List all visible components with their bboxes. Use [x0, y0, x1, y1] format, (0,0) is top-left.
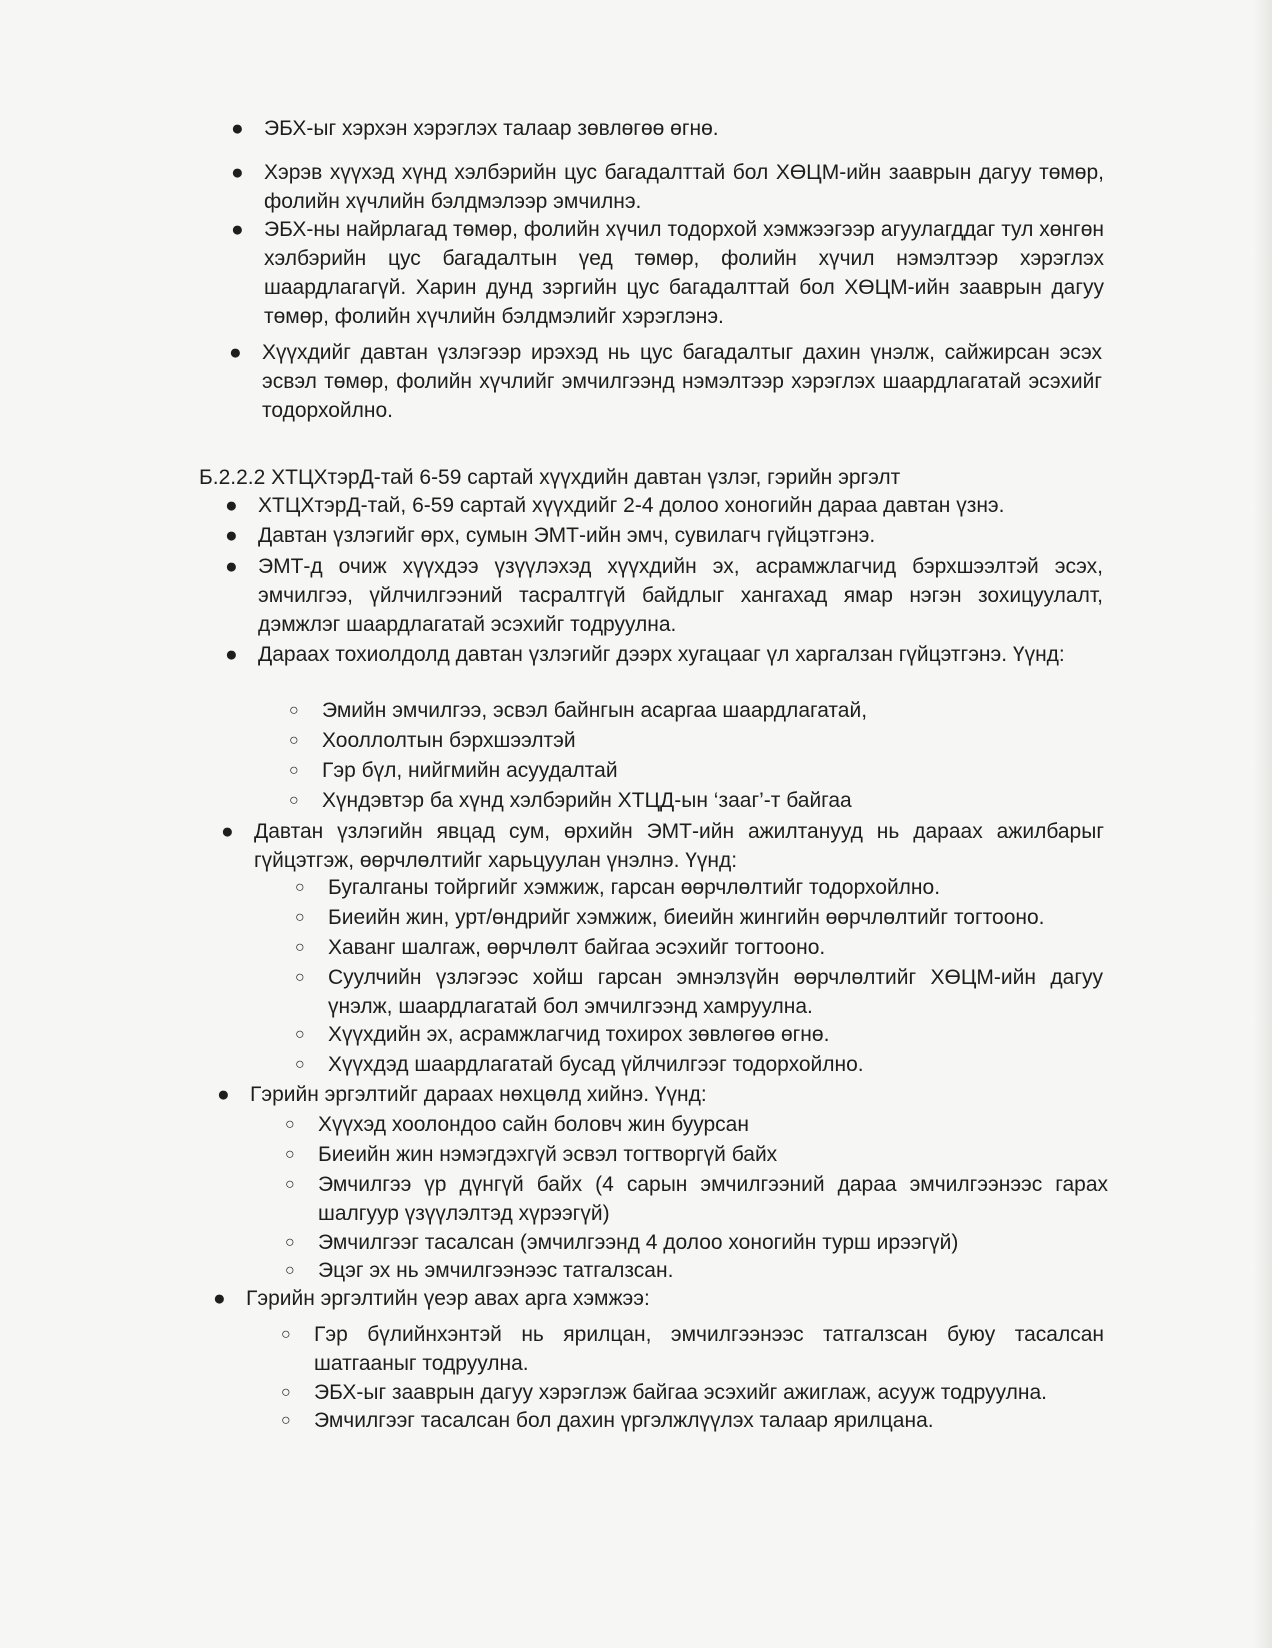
bullet-item — [225, 491, 1108, 520]
sub-item — [295, 1020, 1108, 1049]
sub-item — [289, 756, 1102, 785]
circle-marker: ○ — [289, 732, 299, 749]
bullet-marker: ● — [225, 494, 238, 517]
bullet-text: Гэрийн эргэлтийн үеэр авах арга хэмжээ: — [246, 1287, 650, 1310]
sub-item-text: Бугалганы тойргийг хэмжиж, гарсан өөрчлөлтийг тодорхойлно. — [328, 876, 941, 899]
circle-marker: ○ — [295, 909, 305, 926]
sub-item-text: Хүндэвтэр ба хүнд хэлбэрийн ХТЦД-ын ‘зааг’-т байгаа — [322, 789, 852, 812]
bullet-marker: ● — [225, 555, 238, 578]
circle-marker: ○ — [285, 1262, 295, 1279]
circle-marker: ○ — [295, 969, 305, 986]
circle-marker: ○ — [285, 1176, 295, 1193]
circle-marker: ○ — [289, 762, 299, 779]
bullet-item — [225, 552, 1103, 639]
sub-item — [281, 1378, 1104, 1407]
bullet-marker: ● — [213, 1287, 226, 1310]
bullet-item — [229, 338, 1102, 425]
sub-item-text: ЭБХ-ыг зааврын дагуу хэрэглэж байгаа эсэхийг ажиглаж, асууж тодруулна. — [314, 1381, 1047, 1404]
sub-item-text: Суулчийн үзлэгээс хойш гарсан эмнэлзүйн өөрчлөлтийг ХӨЦМ-ийн дагуу үнэлж, шаардлагатай бол эмчилгээнд хамруулна. — [328, 966, 1103, 1018]
bullet-marker: ● — [225, 643, 238, 666]
sub-item — [295, 963, 1103, 1021]
circle-marker: ○ — [285, 1234, 295, 1251]
bullet-marker: ● — [225, 524, 238, 547]
bullet-text: Давтан үзлэгийн явцад сум, өрхийн ЭМТ-ийн ажилтанууд нь дараах ажилбарыг гүйцэтгэж, өөрчлөлтийг харьцуулан үнэлнэ. Үүнд: — [254, 820, 1104, 872]
sub-item — [281, 1320, 1104, 1378]
sub-item — [289, 786, 1102, 815]
sub-item — [285, 1110, 1108, 1139]
sub-item — [295, 873, 1108, 902]
bullet-item — [231, 158, 1104, 216]
sub-item-text: Биеийн жин, урт/өндрийг хэмжиж, биеийн жингийн өөрчлөлтийг тогтооно. — [328, 906, 1045, 929]
circle-marker: ○ — [295, 939, 305, 956]
bullet-text: Хэрэв хүүхэд хүнд хэлбэрийн цус багадалттай бол ХӨЦМ-ийн зааврын дагуу төмөр, фолийн хүчлийн бэлдмэлээр эмчилнэ. — [264, 161, 1104, 213]
circle-marker: ○ — [285, 1116, 295, 1133]
bullet-marker: ● — [231, 161, 244, 184]
sub-item-text: Хүүхэд хоолондоо сайн боловч жин буурсан — [318, 1113, 749, 1136]
sub-item-text: Эмчилгээ үр дүнгүй байх (4 сарын эмчилгээний дараа эмчилгээнээс гарах шалгуур үзүүлэлтэд хүрээгүй) — [318, 1173, 1108, 1225]
bullet-text: Хүүхдийг давтан үзлэгээр ирэхэд нь цус багадалтыг дахин үнэлж, сайжирсан эсэх эсвэл төмөр, фолийн хүчлийг эмчилгээнд нэмэлтээр хэрэглэх шаардлагатай эсэхийг тодорхойлно. — [262, 341, 1102, 422]
circle-marker: ○ — [281, 1412, 291, 1429]
bullet-text: Дараах тохиолдолд давтан үзлэгийг дээрх хугацааг үл харгалзан гүйцэтгэнэ. Үүнд: — [258, 643, 1065, 666]
bullet-marker: ● — [231, 117, 244, 140]
circle-marker: ○ — [281, 1384, 291, 1401]
sub-item-text: Эцэг эх нь эмчилгээнээс татгалзсан. — [318, 1259, 674, 1282]
bullet-item — [221, 817, 1104, 875]
sub-item-text: Хооллолтын бэрхшээлтэй — [322, 729, 576, 752]
circle-marker: ○ — [281, 1326, 291, 1343]
sub-item — [295, 903, 1108, 932]
bullet-marker: ● — [221, 820, 234, 843]
bullet-marker: ● — [217, 1083, 230, 1106]
circle-marker: ○ — [285, 1146, 295, 1163]
circle-marker: ○ — [289, 702, 299, 719]
bullet-item — [231, 114, 1104, 143]
sub-item-text: Хаванг шалгаж, өөрчлөлт байгаа эсэхийг тогтооно. — [328, 936, 826, 959]
sub-item — [285, 1228, 1108, 1257]
sub-item-text: Хүүхдэд шаардлагатай бусад үйлчилгээг тодорхойлно. — [328, 1053, 864, 1076]
circle-marker: ○ — [295, 1056, 305, 1073]
sub-item-text: Эмчилгээг тасалсан бол дахин үргэлжлүүлэх талаар ярилцана. — [314, 1409, 934, 1432]
bullet-marker: ● — [229, 341, 242, 364]
circle-marker: ○ — [295, 879, 305, 896]
section-heading: Б.2.2.2 ХТЦХтэрД-тай 6-59 сартай хүүхдийн давтан үзлэг, гэрийн эргэлт — [199, 466, 901, 489]
sub-item — [289, 726, 1102, 755]
circle-marker: ○ — [295, 1026, 305, 1043]
bullet-item — [217, 1080, 1100, 1109]
sub-item — [289, 696, 1102, 725]
sub-item — [281, 1406, 1104, 1435]
bullet-item — [213, 1284, 1096, 1313]
bullet-item — [225, 640, 1103, 669]
bullet-text: Давтан үзлэгийг өрх, сумын ЭМТ-ийн эмч, сувилагч гүйцэтгэнэ. — [258, 524, 876, 547]
sub-item-text: Гэр бүл, нийгмийн асуудалтай — [322, 759, 618, 782]
bullet-text: ЭБХ-ыг хэрхэн хэрэглэх талаар зөвлөгөө өгнө. — [264, 117, 719, 140]
circle-marker: ○ — [289, 792, 299, 809]
bullet-item — [225, 521, 1108, 550]
bullet-marker: ● — [231, 218, 244, 241]
sub-item — [295, 933, 1108, 962]
sub-item-text: Хүүхдийн эх, асрамжлагчид тохирох зөвлөгөө өгнө. — [328, 1023, 830, 1046]
sub-item-text: Эмчилгээг тасалсан (эмчилгээнд 4 долоо хоногийн турш ирээгүй) — [318, 1231, 959, 1254]
bullet-text: Гэрийн эргэлтийг дараах нөхцөлд хийнэ. Үүнд: — [250, 1083, 707, 1106]
bullet-text: ХТЦХтэрД-тай, 6-59 сартай хүүхдийг 2-4 долоо хоногийн дараа давтан үзнэ. — [258, 494, 1005, 517]
bullet-item — [231, 215, 1104, 331]
sub-item — [295, 1050, 1108, 1079]
sub-item — [285, 1140, 1108, 1169]
bullet-text: ЭБХ-ны найрлагад төмөр, фолийн хүчил тодорхой хэмжээгээр агуулагддаг тул хөнгөн хэлбэрийн цус багадалтын үед төмөр, фолийн хүчил нэмэлтээр хэрэглэх шаардлагагүй. Харин дунд зэргийн цус багадалттай бол ХӨЦМ-ийн зааврын дагуу төмөр, фолийн хүчлийн бэлдмэлийг хэрэглэнэ. — [264, 218, 1104, 328]
sub-item-text: Биеийн жин нэмэгдэхгүй эсвэл тогтворгүй байх — [318, 1143, 778, 1166]
sub-item — [285, 1256, 1108, 1285]
bullet-text: ЭМТ-д очиж хүүхдээ үзүүлэхэд хүүхдийн эх, асрамжлагчид бэрхшээлтэй эсэх, эмчилгээ, үйлчилгээний тасралтгүй байдлыг хангахад ямар нэгэн зохицуулалт, дэмжлэг шаардлагатай эсэхийг тодруулна. — [258, 555, 1103, 636]
sub-item-text: Эмийн эмчилгээ, эсвэл байнгын асаргаа шаардлагатай, — [322, 699, 868, 722]
sub-item — [285, 1170, 1108, 1228]
sub-item-text: Гэр бүлийнхэнтэй нь ярилцан, эмчилгээнээс татгалзсан буюу тасалсан шатгааныг тодруулна. — [314, 1323, 1104, 1375]
